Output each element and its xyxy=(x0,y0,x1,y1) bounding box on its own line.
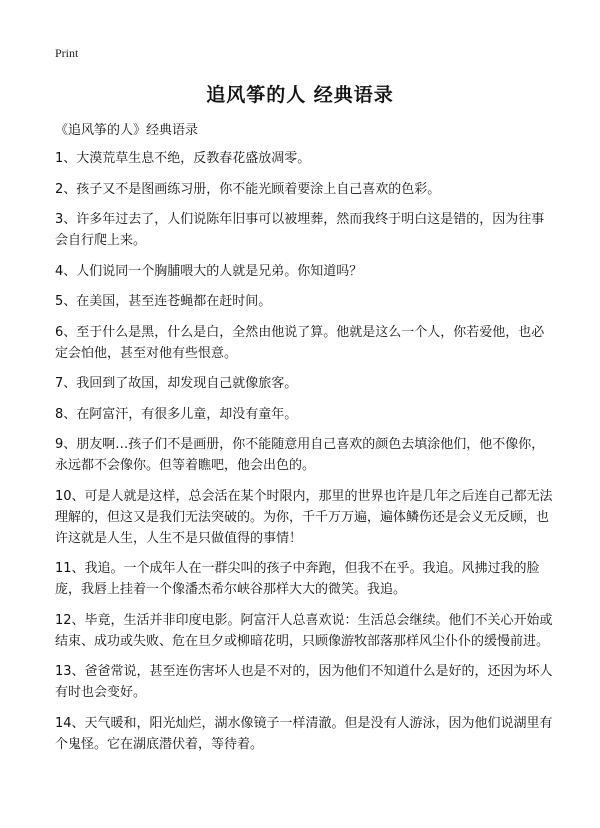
quote-item: 3、许多年过去了，人们说陈年旧事可以被埋葬，然而我终于明白这是错的，因为往事会自行爬上来。 xyxy=(55,212,545,248)
quote-item: 13、爸爸常说，甚至连伤害坏人也是不对的，因为他们不知道什么是好的，还因为坏人有时也会变好。 xyxy=(55,664,553,700)
quote-item: 7、我回到了故国，却发现自己就像旅客。 xyxy=(55,376,298,391)
quote-item: 4、人们说同一个胸脯喂大的人就是兄弟。你知道吗？ xyxy=(55,263,363,279)
page-title: 追风筝的人 经典语录 xyxy=(206,84,394,106)
quote-item: 1、大漠荒草生息不绝，反教春花盛放凋零。 xyxy=(55,151,311,166)
quote-item: 11、我追。一个成年人在一群尖叫的孩子中奔跑，但我不在乎。我追。风拂过我的脸庞，我唇上挂着一个像潘杰希尔峡谷那样大大的微笑。我追。 xyxy=(55,561,540,597)
quote-item: 2、孩子又不是图画练习册，你不能光顾着要涂上自己喜欢的色彩。 xyxy=(55,181,441,197)
quote-list xyxy=(55,148,555,764)
quote-item: 9、朋友啊…孩子们不是画册，你不能随意用自己喜欢的颜色去填涂他们，他不像你，永远都不会像你。但等着瞧吧，他会出色的。 xyxy=(55,437,545,473)
print-link[interactable]: Print xyxy=(55,46,79,60)
quote-item: 8、在阿富汗，有很多儿童，却没有童年。 xyxy=(55,406,298,422)
quote-item: 6、至于什么是黑，什么是白，全然由他说了算。他就是这么一个人，你若爱他，也必定会怕他，甚至对他有些恨意。 xyxy=(55,324,545,361)
quote-item: 5、在美国，甚至连苍蝇都在赶时间。 xyxy=(55,294,272,309)
subtitle: 《追风筝的人》经典语录 xyxy=(55,123,199,138)
quote-item: 12、毕竟，生活并非印度电影。阿富汗人总喜欢说：生活总会继续。他们不关心开始或结束、成功或失败、危在旦夕或柳暗花明，只顾像游牧部落那样风尘仆仆的缓慢前进。 xyxy=(55,612,553,649)
quote-item: 14、天气暖和，阳光灿烂，湖水像镜子一样清澈。但是没有人游泳，因为他们说湖里有个鬼怪。它在湖底潜伏着，等待着。 xyxy=(55,715,553,752)
quote-item: 10、可是人就是这样，总会活在某个时限内，那里的世界也许是几年之后连自己都无法理解的，但这又是我们无法突破的。为你，千千万万遍，遍体鳞伤还是会义无反顾，也许这就是人生，人生不是只做值得的事情！ xyxy=(55,488,553,546)
